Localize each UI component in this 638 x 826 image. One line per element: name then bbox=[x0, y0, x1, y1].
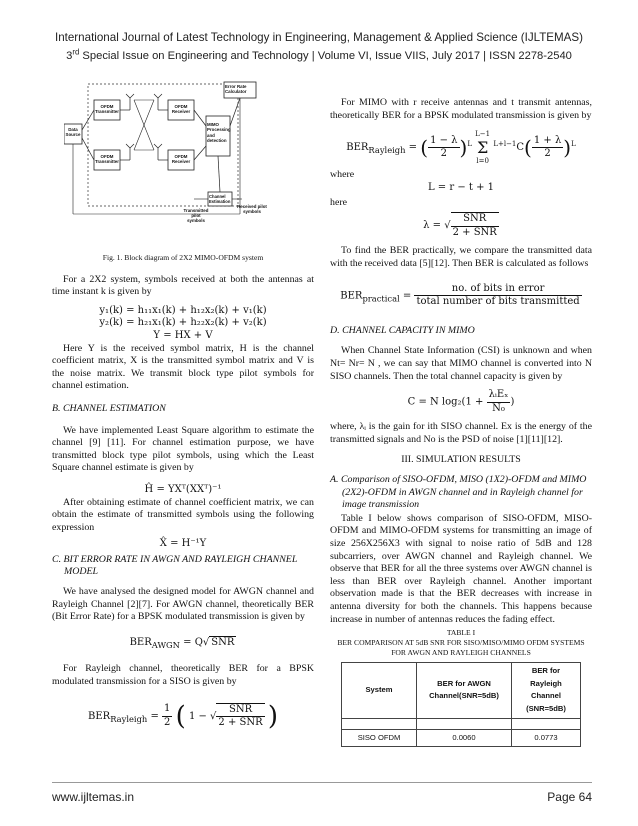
eq-practical-frac: $\frac{\text{no. of bits in error}}{\text{total number of bits transmitted}}$ bbox=[416, 282, 580, 308]
issue-ordinal-suffix: rd bbox=[72, 47, 80, 57]
label-rx-pilot: Received pilot symbols bbox=[237, 204, 267, 214]
footer-rule bbox=[52, 782, 592, 783]
here-label: here bbox=[330, 196, 347, 208]
paragraph: We have analysed the designed model for AWGN channel and Rayleigh Channel [2][7]. For AWGN channel, theoretically BER (Bit Error Rate) for a BPSK modulated transmission is given by bbox=[52, 586, 314, 623]
eq-q: = Q bbox=[179, 636, 203, 648]
antenna-icon bbox=[154, 94, 162, 110]
eq-ber: BER bbox=[129, 636, 152, 648]
antenna-icon bbox=[154, 144, 162, 160]
footer-url[interactable]: www.ijltemas.in bbox=[52, 790, 135, 804]
label-error-rate: Error Rate Calculator bbox=[225, 84, 247, 94]
antenna-icon bbox=[126, 94, 134, 110]
eq-frac-1-plus: $\frac{1 + \lambda}{2}$ bbox=[533, 134, 562, 160]
antenna-icon bbox=[126, 144, 134, 160]
eq-frac-1-minus: $\frac{1 - \lambda}{2}$ bbox=[430, 134, 458, 160]
eq-capacity-frac: $\frac{\text{λᵢEₓ}}{\text{N₀}}$ bbox=[488, 389, 509, 414]
eq-lambda: λ = bbox=[423, 220, 442, 232]
paragraph: When Channel State Information (CSI) is unknown and when Nt= Nr= N , we can say that MIMO channel is converted into N SISO channels. Then the total channel capacity is given by bbox=[330, 345, 592, 382]
left-column bbox=[52, 80, 314, 730]
paragraph: where, λᵢ is the gain for ith SISO channel. Ex is the energy of the transmitted signals and No is the PSD of noise [1][11][12]. bbox=[330, 421, 592, 445]
table-cell: 0.0773 bbox=[512, 729, 581, 747]
section-heading-a: A. Comparison of SISO-OFDM, MISO (1X2)-OFDM and MIMO (2X2)-OFDM in AWGN channel and in Rayleigh channel for image transmission bbox=[330, 474, 587, 511]
equation-y: Y = HX + V bbox=[153, 329, 213, 341]
paragraph: Table I below shows comparison of SISO-OFDM, MISO-OFDM and MIMO-OFDM systems for transmitting an image of size 256X256X3 with signal to noise ratio of 5dB and 128 subcarriers, over AWGN channel and Rayleigh channel. We observe that BER for all the three systems over AWGN channel is less than BER over Rayleigh channel. Another important observation made is that the BER decreases with increase in antenna diversity for both the channels. This happens because increase in number of antennas reduces the fading effect. bbox=[330, 512, 592, 625]
paragraph: For a 2X2 system, symbols received at both the antennas at time instant k is given by bbox=[52, 273, 314, 298]
eq-sub-practical: practical bbox=[362, 293, 400, 304]
table-header-row bbox=[342, 663, 581, 718]
footer-page: Page 64 bbox=[547, 790, 592, 804]
block-diagram bbox=[64, 80, 269, 228]
eq-sqrt-snr: SNR bbox=[211, 636, 235, 648]
where-label: where bbox=[330, 169, 355, 181]
figure-caption: Fig. 1. Block diagram of 2X2 MIMO-OFDM system bbox=[102, 253, 264, 262]
issue-details: Special Issue on Engineering and Technology | Volume VI, Issue VIIS, July 2017 | ISSN 2278-2540 bbox=[79, 50, 572, 62]
eq-sub-rayleigh: Rayleigh bbox=[110, 713, 148, 724]
section-heading-c: C. BIT ERROR RATE IN AWGN AND RAYLEIGH CHANNEL MODEL bbox=[52, 553, 298, 578]
table-title: TABLE I bbox=[446, 628, 476, 638]
section-heading-d: D. CHANNEL CAPACITY IN MIMO bbox=[330, 324, 475, 336]
paragraph: Here Y is the received symbol matrix, H is the channel coefficient matrix, X is the transmitted symbol matrix and V is the noise matrix. We transmit block type pilot symbols for channel estimation. bbox=[52, 342, 314, 392]
eq-capacity-lhs: C = N log₂(1 + bbox=[407, 396, 484, 408]
section-heading-iii: III. SIMULATION RESULTS bbox=[401, 454, 521, 466]
paragraph: For Rayleigh channel, theoretically BER for a BPSK modulated transmission for a SISO is given by bbox=[52, 663, 314, 688]
journal-title: International Journal of Latest Technology in Engineering, Management & Applied Science (IJLTEMAS) bbox=[54, 31, 584, 44]
equation-capacity: C = N log₂(1 + $\frac{\text{λᵢEₓ}}{\text{N₀}}$ ) bbox=[407, 389, 515, 414]
equation-y1: y₁(k) = h₁₁x₁(k) + h₁₂x₂(k) + v₁(k) bbox=[99, 304, 267, 316]
paragraph: For MIMO with r receive antennas and t transmit antennas, theoretically BER for a BPSK modulated transmission is given by bbox=[330, 97, 592, 121]
table-caption: BER COMPARISON AT 5dB SNR FOR SISO/MISO/MIMO OFDM SYSTEMS FOR AWGN AND RAYLEIGH CHANNELS bbox=[337, 638, 585, 658]
eq-one-minus: 1 − bbox=[188, 710, 207, 722]
label-ofdm-tx2: OFDM Transmitter bbox=[95, 154, 119, 164]
equation-y2: y₂(k) = h₂₁x₁(k) + h₂₂x₂(k) + v₂(k) bbox=[99, 317, 267, 329]
eq-ber: BER bbox=[340, 290, 363, 302]
eq-half: $\frac{1}{2}$ bbox=[164, 703, 171, 728]
label-tx-pilot: Transmitted pilot symbols bbox=[183, 208, 209, 223]
table-cell: 0.0060 bbox=[417, 729, 512, 747]
paragraph: After obtaining estimate of channel coefficient matrix, we can obtain the estimate of transmitted symbols using the following expression bbox=[52, 496, 314, 533]
equation-ber-rayleigh-mimo: $BER_{Rayleigh}$ = ( $\frac{1 - \lambda}{2}$ )$^L$ L−1 Σ l=0 $^{L+l-1}$C( $\frac{1 + \lambda}{2}$ )$^L$ bbox=[330, 128, 592, 167]
table-spacer-row bbox=[342, 718, 581, 729]
equation-L: L = r − t + 1 bbox=[427, 181, 494, 193]
table-header: System bbox=[342, 663, 417, 718]
eq-sub-rayleigh: Rayleigh bbox=[368, 145, 406, 156]
eq-sub-awgn: AWGN bbox=[151, 639, 180, 650]
equation-ber-practical: $BER_{practical}$ = $\frac{\text{no. of bits in error}}{\text{total number of bits transmitted}}$ bbox=[340, 282, 580, 308]
eq-lambda-frac: $\frac{\text{SNR}}{\text{2 + SNR}}$ bbox=[452, 213, 497, 238]
equation-h-estimate: Ĥ = YXᵀ(XXᵀ)⁻¹ bbox=[144, 483, 222, 495]
label-ofdm-rx1: OFDM Receiver bbox=[171, 104, 191, 114]
section-heading-b: B. CHANNEL ESTIMATION bbox=[52, 402, 166, 414]
right-column bbox=[330, 97, 592, 747]
label-channel-estimation: Channel Estimation bbox=[209, 194, 231, 204]
equation-lambda: λ = √ $\frac{\text{SNR}}{\text{2 + SNR}}$ bbox=[423, 213, 497, 238]
equation-x-estimate: X̂ = H⁻¹Y bbox=[159, 538, 207, 550]
label-ofdm-tx1: OFDM Transmitter bbox=[95, 104, 119, 114]
eq-ber: BER bbox=[346, 142, 369, 154]
issue-ordinal: 3 bbox=[66, 50, 73, 62]
label-ofdm-rx2: OFDM Receiver bbox=[171, 154, 191, 164]
table-header: BER for AWGN Channel(SNR=5dB) bbox=[417, 663, 512, 718]
paragraph: We have implemented Least Square algorithm to estimate the channel [9] [11]. For channel estimation purpose, we have transmitted block type pilot symbols, using which the Least Square channel estimate is given by bbox=[52, 424, 314, 474]
ber-table bbox=[341, 662, 581, 747]
eq-sum: L−1 Σ l=0 bbox=[475, 130, 491, 165]
journal-issue bbox=[0, 47, 638, 62]
eq-snr-frac: $\frac{\text{SNR}}{\text{2 + SNR}}$ bbox=[218, 703, 263, 729]
equation-ber-awgn: $BER_{AWGN} = Q√$ SNR bbox=[129, 636, 235, 650]
paragraph: To find the BER practically, we compare the transmitted data with the received data [5][12]. Then BER is calculated as follows bbox=[330, 245, 592, 269]
eq-ber: BER bbox=[88, 710, 111, 722]
table-cell: SISO OFDM bbox=[342, 729, 417, 747]
equation-ber-rayleigh-siso: $BER_{Rayleigh}$ = $\frac{1}{2}$ ( 1 − √ $\frac{\text{SNR}}{\text{2 + SNR}}$ ) bbox=[88, 700, 278, 731]
label-mimo: MIMO Processing and detection bbox=[207, 122, 231, 144]
table-row bbox=[342, 729, 581, 747]
table-header: BER for Rayleigh Channel (SNR=5dB) bbox=[512, 663, 581, 718]
label-data-source: Data Source bbox=[65, 127, 81, 137]
